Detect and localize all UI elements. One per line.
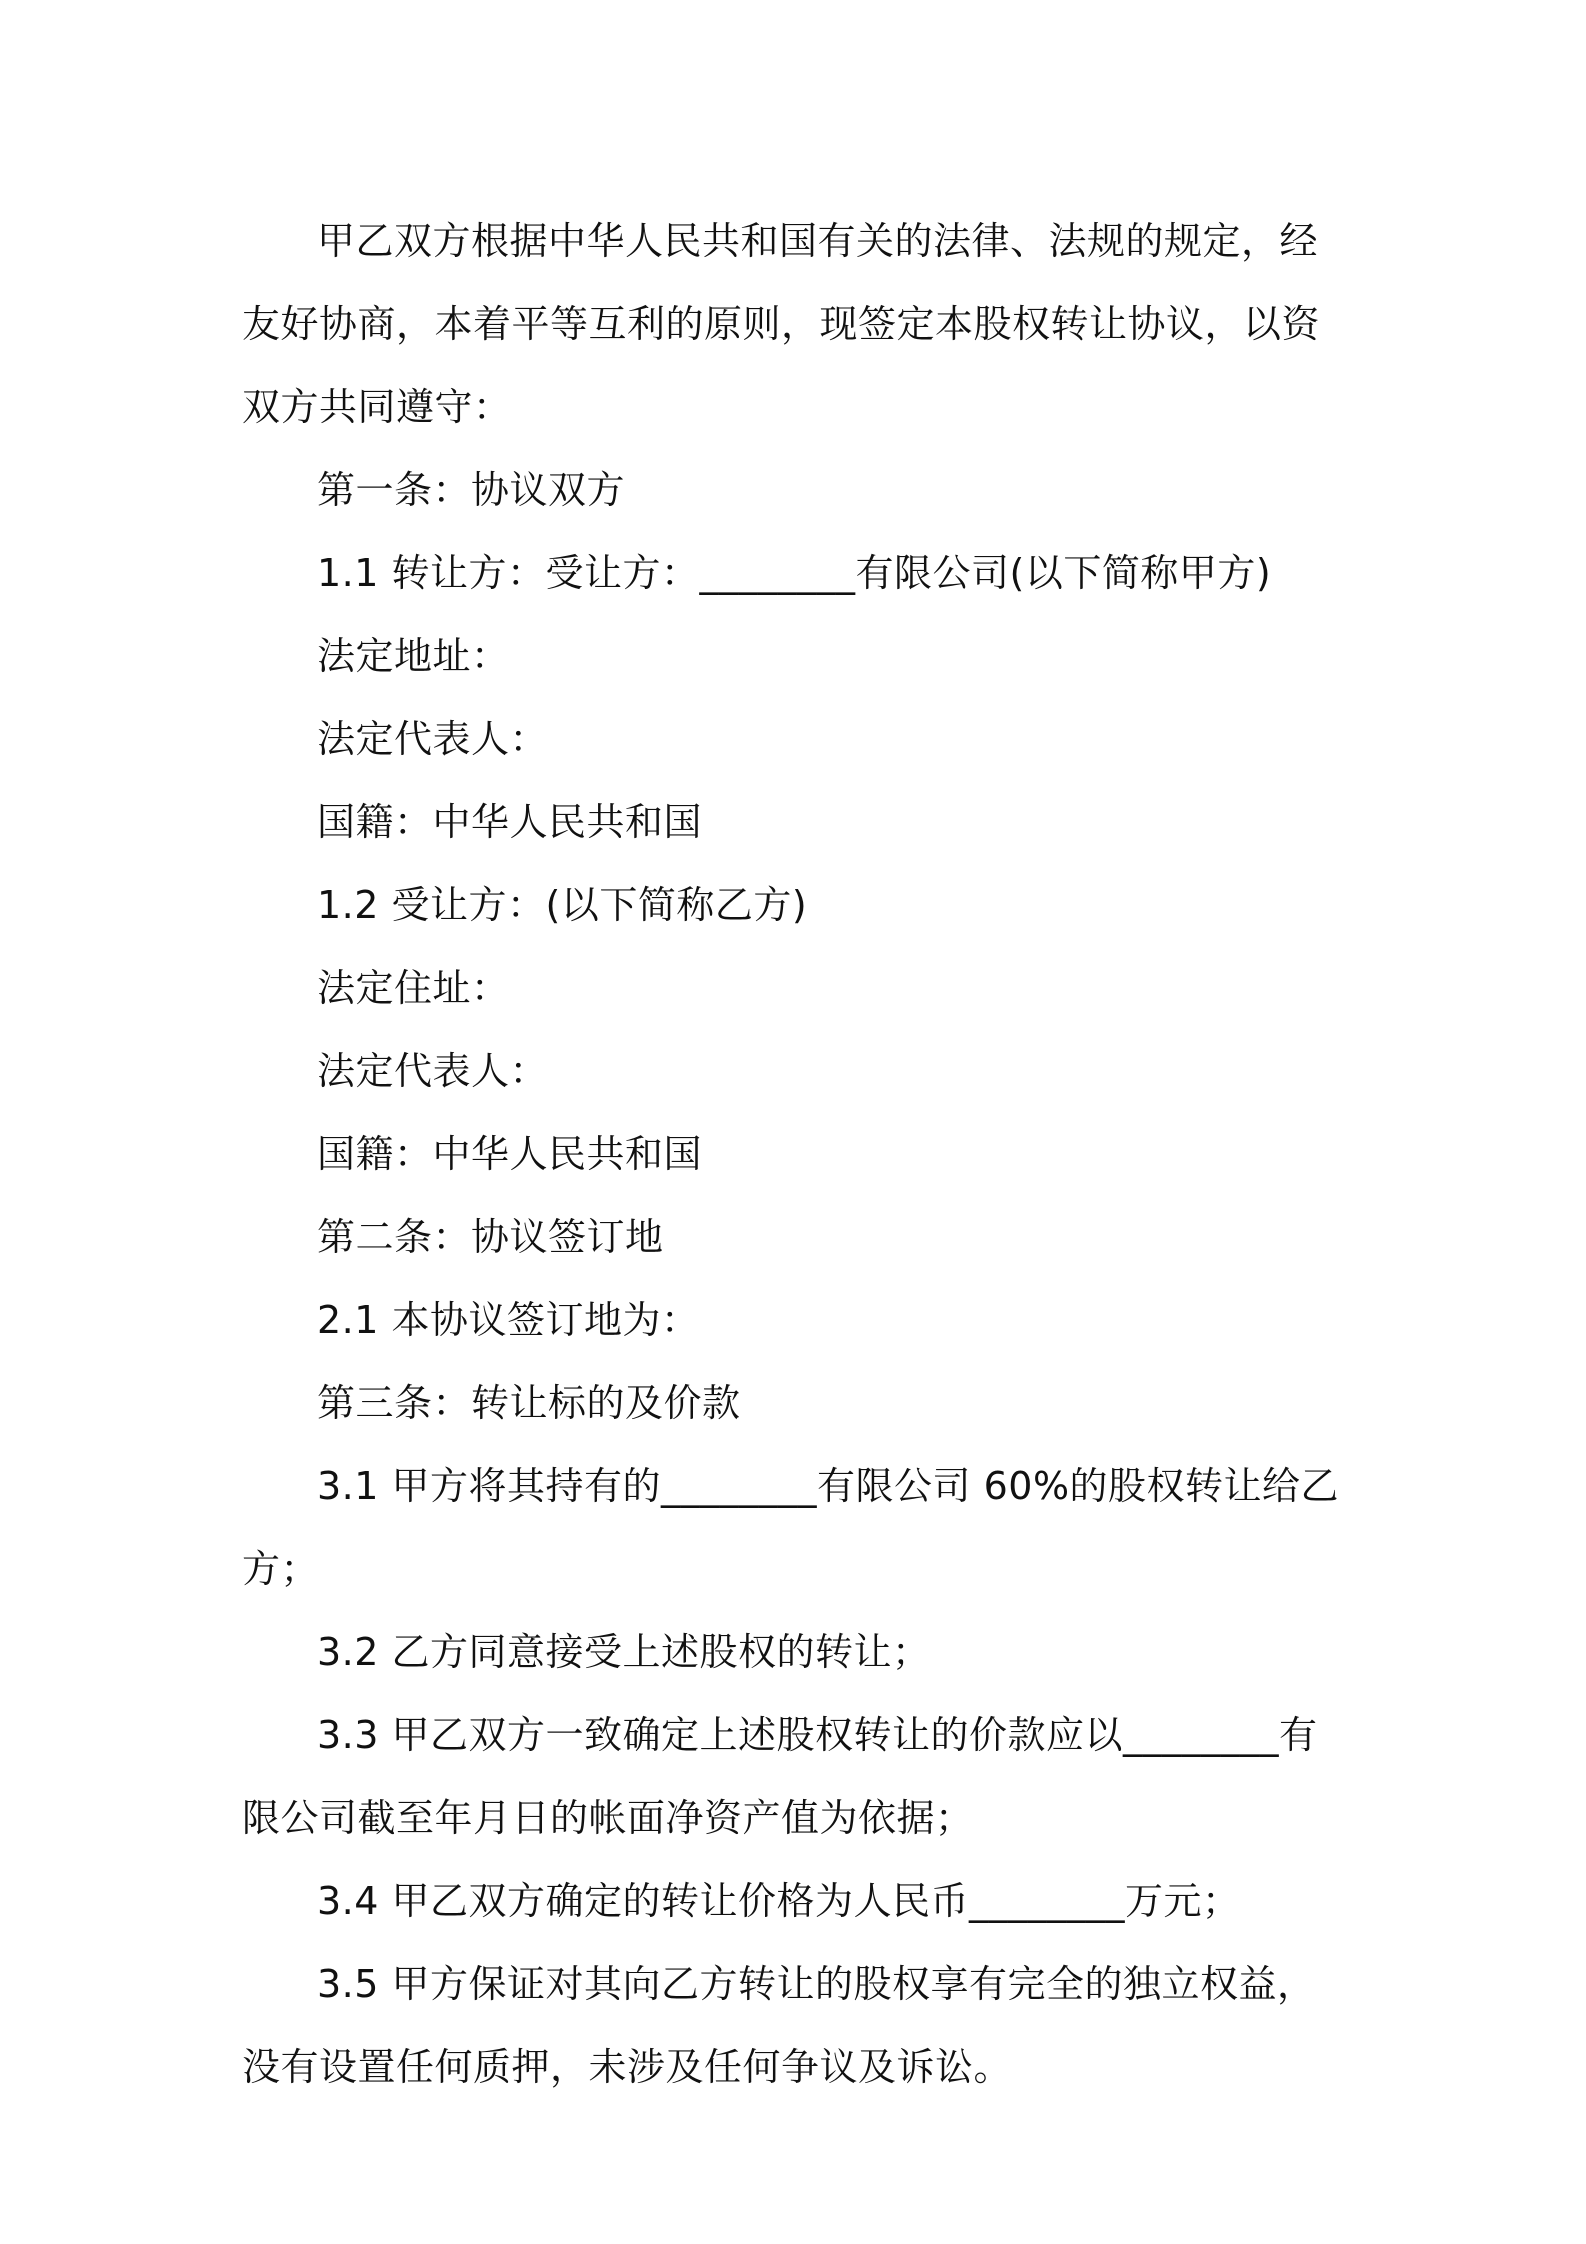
clause-2-1: 2.1 本协议签订地为：: [317, 1298, 700, 1342]
clause-3-4: 3.4 甲乙双方确定的转让价格为人民币________万元；: [317, 1879, 1241, 1923]
article-2-heading: 第二条：协议签订地: [317, 1215, 664, 1259]
clause-1-1: 1.1 转让方：受让方：________有限公司(以下简称甲方): [317, 551, 1272, 595]
clause-3-5: 3.5 甲方保证对其向乙方转让的股权享有完全的独立权益，没有设置任何质押，未涉及任何争议及诉讼。: [242, 1962, 1316, 2089]
clause-1-2: 1.2 受让方：(以下简称乙方): [317, 883, 808, 927]
clause-3-2: 3.2 乙方同意接受上述股权的转让；: [317, 1630, 931, 1674]
party-b-representative: 法定代表人：: [317, 1049, 549, 1093]
document-body: [242, 200, 1352, 2109]
party-a-address: 法定地址：: [317, 634, 510, 678]
party-b-address: 法定住址：: [317, 966, 510, 1010]
preamble-paragraph: 甲乙双方根据中华人民共和国有关的法律、法规的规定，经友好协商，本着平等互利的原则，现签定本股权转让协议，以资双方共同遵守：: [242, 219, 1321, 429]
clause-3-3: 3.3 甲乙双方一致确定上述股权转让的价款应以________有限公司截至年月日的帐面净资产值为依据；: [242, 1713, 1318, 1840]
party-a-representative: 法定代表人：: [317, 717, 549, 761]
article-3-heading: 第三条：转让标的及价款: [317, 1381, 741, 1425]
party-b-nationality: 国籍：中华人民共和国: [317, 1132, 703, 1176]
party-a-nationality: 国籍：中华人民共和国: [317, 800, 703, 844]
clause-3-1: 3.1 甲方将其持有的________有限公司 60%的股权转让给乙方；: [242, 1464, 1340, 1591]
article-1-heading: 第一条：协议双方: [317, 468, 626, 512]
